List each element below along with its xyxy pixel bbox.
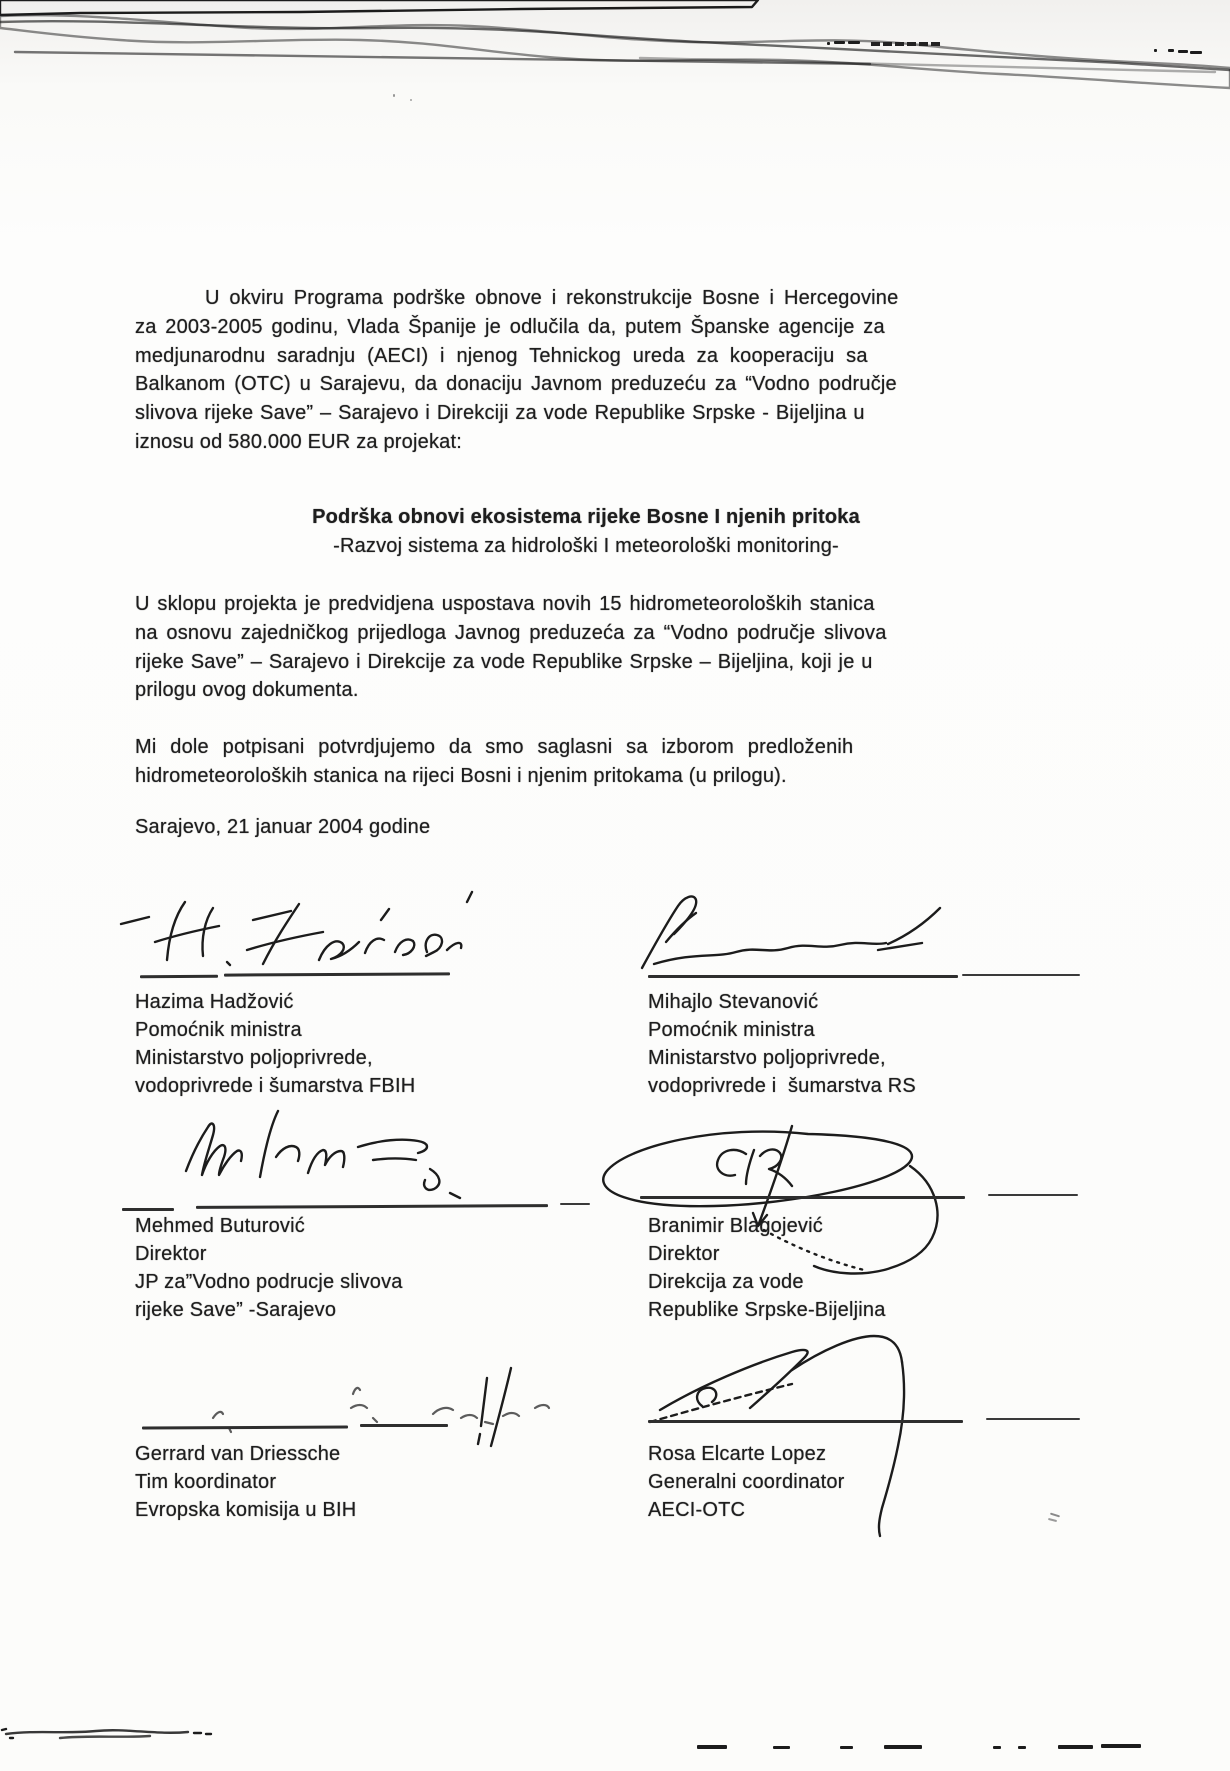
signatory-title: Tim koordinator xyxy=(135,1471,277,1493)
paragraph-confirmation xyxy=(135,733,1037,791)
scan-artifact xyxy=(1154,49,1157,52)
scan-edge-artifact xyxy=(0,0,1230,110)
signature-line xyxy=(122,1208,174,1211)
signatory-org: Direkcija za vode xyxy=(648,1271,804,1293)
scan-artifact xyxy=(1050,1513,1060,1518)
text-line: za 2003-2005 godinu, Vlada Španije je odlučila da, putem Španske agencije za xyxy=(135,315,885,338)
signature-line xyxy=(988,1194,1078,1196)
signature-line xyxy=(640,1196,965,1199)
scan-artifact xyxy=(1168,49,1174,52)
signatory-title: Pomoćnik ministra xyxy=(135,1019,302,1041)
text-line: U okviru Programa podrške obnove i rekonstrukcije Bosne i Hercegovine xyxy=(205,287,899,309)
project-subtitle: -Razvoj sistema za hidrološki I meteorološki monitoring- xyxy=(333,535,839,557)
signatory-name: Branimir Blagojević xyxy=(648,1215,823,1237)
scan-artifact xyxy=(884,1745,922,1749)
signature-block-gerrard-van-driessche xyxy=(135,1440,356,1524)
signatory-org: Republike Srpske-Bijeljina xyxy=(648,1299,886,1321)
scan-artifact xyxy=(773,1746,790,1749)
paragraph-stations xyxy=(135,590,1037,705)
signatory-org: rijeke Save” -Sarajevo xyxy=(135,1299,337,1321)
dateline: Sarajevo, 21 januar 2004 godine xyxy=(135,816,431,838)
scan-artifact xyxy=(840,1746,853,1749)
scan-artifact xyxy=(1178,50,1188,53)
text-line: na osnovu zajedničkog prijedloga Javnog preduzeća za “Vodno područje slivova xyxy=(135,621,887,644)
text-line: Balkanom (OTC) u Sarajevu, da donaciju Javnom preduzeću za “Vodno područje xyxy=(135,373,897,396)
signatory-org: Ministarstvo poljoprivrede, xyxy=(648,1047,886,1069)
scan-artifact xyxy=(1058,1745,1093,1749)
text-line: iznosu od 580.000 EUR za projekat: xyxy=(135,430,462,453)
text-line: U sklopu projekta je predvidjena uspostava novih 15 hidrometeoroloških stanica xyxy=(135,593,875,615)
text-line: Mi dole potpisani potvrdjujemo da smo saglasni sa izborom predloženih xyxy=(135,736,854,758)
signature-block-mihajlo-stevanovic xyxy=(648,988,916,1100)
signatory-org: Ministarstvo poljoprivrede, xyxy=(135,1047,373,1069)
signatory-org: vodoprivrede i šumarstva FBIH xyxy=(135,1075,416,1097)
signature-mihajlo-stevanovic xyxy=(632,888,982,980)
signatory-name: Mihajlo Stevanović xyxy=(648,991,819,1013)
signature-line xyxy=(986,1418,1080,1420)
signatory-name: Rosa Elcarte Lopez xyxy=(648,1443,827,1465)
signatory-title: Pomoćnik ministra xyxy=(648,1019,815,1041)
scan-artifact-smudge xyxy=(0,1720,220,1750)
signatory-name: Mehmed Buturović xyxy=(135,1215,305,1237)
signatory-title: Direktor xyxy=(135,1243,207,1265)
signature-hazima-hadzovic xyxy=(115,890,475,995)
signatory-org: Evropska komisija u BIH xyxy=(135,1499,357,1521)
signature-line xyxy=(360,1424,448,1427)
signatory-org: vodoprivrede i šumarstva RS xyxy=(648,1075,916,1097)
scan-artifact xyxy=(1048,1518,1057,1522)
scan-artifact xyxy=(697,1745,727,1749)
scan-artifact xyxy=(410,99,412,101)
signatory-title: Direktor xyxy=(648,1243,720,1265)
scan-artifact xyxy=(993,1746,1001,1749)
scan-artifact xyxy=(1101,1744,1141,1748)
scan-artifact xyxy=(848,41,860,44)
signatory-name: Hazima Hadžović xyxy=(135,991,294,1013)
signatory-org: JP za”Vodno podrucje slivova xyxy=(135,1271,403,1293)
signatory-title: Generalni coordinator xyxy=(648,1471,845,1493)
signature-line xyxy=(140,975,218,979)
signature-line xyxy=(648,975,958,978)
scan-artifact xyxy=(827,42,830,45)
signature-block-branimir-blagojevic xyxy=(648,1212,886,1324)
signature-block-rosa-elcarte-lopez xyxy=(648,1440,845,1524)
signature-mehmed-buturovic xyxy=(168,1105,568,1217)
text-line: slivova rijeke Save” – Sarajevo i Direkciji za vode Republike Srpske - Bijeljina u xyxy=(135,402,865,425)
text-line: prilogu ovog dokumenta. xyxy=(135,679,359,702)
signature-line xyxy=(560,1203,590,1205)
signature-block-mehmed-buturovic xyxy=(135,1212,403,1324)
scan-artifact xyxy=(1190,51,1202,54)
signature-block-hazima-hadzovic xyxy=(135,988,415,1100)
scan-artifact xyxy=(871,42,943,46)
scan-artifact xyxy=(393,94,395,97)
text-line: medjunarodnu saradnju (AECI) i njenog Tehnickog ureda za kooperaciju sa xyxy=(135,344,868,367)
project-title: Podrška obnovi ekosistema rijeke Bosne I njenih pritoka xyxy=(312,506,860,528)
scan-artifact xyxy=(834,41,845,44)
signature-stroke-artifact xyxy=(465,1362,527,1454)
paragraph-intro xyxy=(135,284,1037,457)
signature-line xyxy=(962,974,1080,976)
signatory-org: AECI-OTC xyxy=(648,1499,746,1521)
text-line: hidrometeoroloških stanica na rijeci Bosni i njenim pritokama (u prilogu). xyxy=(135,764,787,787)
signature-line xyxy=(648,1420,963,1423)
scan-artifact xyxy=(1018,1746,1026,1749)
signatory-name: Gerrard van Driessche xyxy=(135,1443,341,1465)
text-line: rijeke Save” – Sarajevo i Direkcije za vode Republike Srpske – Bijeljina, koji je u xyxy=(135,650,873,673)
